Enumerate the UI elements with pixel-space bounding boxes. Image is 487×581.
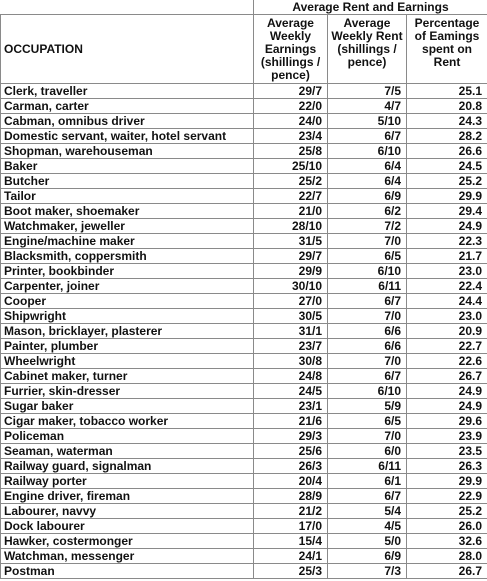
percentage-header: Percentage of Eamings spent on Rent [407,15,487,84]
occupation-cell: Shipwright [1,309,254,324]
rent-cell: 6/5 [328,414,407,429]
table-row [1,519,487,534]
table-row [1,294,487,309]
occupation-cell: Carpenter, joiner [1,279,254,294]
table-row [1,444,487,459]
percentage-cell: 23.0 [407,309,487,324]
rent-cell: 5/4 [328,504,407,519]
percentage-cell: 22.6 [407,354,487,369]
percentage-cell: 22.9 [407,489,487,504]
earnings-cell: 17/0 [254,519,328,534]
occupation-cell: Cabman, omnibus driver [1,114,254,129]
percentage-cell: 21.7 [407,249,487,264]
table-row [1,399,487,414]
earnings-cell: 25/2 [254,174,328,189]
occupation-cell: Engine/machine maker [1,234,254,249]
earnings-cell: 30/5 [254,309,328,324]
rent-cell: 6/5 [328,249,407,264]
occupation-cell: Painter, plumber [1,339,254,354]
rent-cell: 5/10 [328,114,407,129]
occupation-cell: Policeman [1,429,254,444]
earnings-cell: 23/1 [254,399,328,414]
earnings-cell: 29/9 [254,264,328,279]
table-row [1,219,487,234]
percentage-cell: 26.3 [407,459,487,474]
rent-cell: 7/0 [328,354,407,369]
occupation-cell: Wheelwright [1,354,254,369]
percentage-cell: 28.2 [407,129,487,144]
table-row [1,264,487,279]
earnings-cell: 29/7 [254,84,328,99]
percentage-cell: 25.2 [407,504,487,519]
table-row [1,129,487,144]
occupation-cell: Cooper [1,294,254,309]
rent-cell: 6/2 [328,204,407,219]
table-row [1,114,487,129]
occupation-cell: Baker [1,159,254,174]
percentage-cell: 25.1 [407,84,487,99]
table-row [1,249,487,264]
rent-cell: 6/9 [328,189,407,204]
earnings-cell: 31/1 [254,324,328,339]
occupation-cell: Furrier, skin-dresser [1,384,254,399]
earnings-cell: 23/4 [254,129,328,144]
rent-cell: 7/3 [328,564,407,579]
table-row [1,279,487,294]
percentage-cell: 24.5 [407,159,487,174]
percentage-cell: 26.7 [407,369,487,384]
earnings-header: Average Weekly Earnings (shillings / pence) [254,15,328,84]
occupation-cell: Seaman, waterman [1,444,254,459]
group-header: Average Rent and Earnings [254,0,487,15]
earnings-cell: 20/4 [254,474,328,489]
rent-cell: 6/7 [328,369,407,384]
rent-cell: 5/9 [328,399,407,414]
earnings-cell: 22/7 [254,189,328,204]
earnings-cell: 21/6 [254,414,328,429]
table-row [1,84,487,99]
rent-cell: 4/5 [328,519,407,534]
earnings-cell: 22/0 [254,99,328,114]
table-row [1,189,487,204]
percentage-cell: 22.7 [407,339,487,354]
rent-cell: 6/1 [328,474,407,489]
table-row [1,339,487,354]
table-row [1,504,487,519]
occupation-cell: Domestic servant, waiter, hotel servant [1,129,254,144]
percentage-cell: 26.6 [407,144,487,159]
occupation-cell: Cabinet maker, turner [1,369,254,384]
table-row [1,474,487,489]
table-row [1,99,487,114]
table-row [1,459,487,474]
percentage-cell: 25.2 [407,174,487,189]
occupation-cell: Blacksmith, coppersmith [1,249,254,264]
rent-cell: 6/11 [328,279,407,294]
earnings-cell: 30/8 [254,354,328,369]
table-row [1,174,487,189]
rent-cell: 6/11 [328,459,407,474]
header-corner [1,0,254,15]
earnings-cell: 25/10 [254,159,328,174]
occupation-cell: Tailor [1,189,254,204]
earnings-cell: 23/7 [254,339,328,354]
table-row [1,369,487,384]
percentage-cell: 20.9 [407,324,487,339]
percentage-cell: 24.9 [407,399,487,414]
occupation-cell: Butcher [1,174,254,189]
rent-cell: 6/10 [328,384,407,399]
earnings-cell: 21/2 [254,504,328,519]
table-row [1,234,487,249]
percentage-cell: 24.3 [407,114,487,129]
earnings-cell: 29/7 [254,249,328,264]
percentage-cell: 24.4 [407,294,487,309]
rent-cell: 6/10 [328,264,407,279]
occupation-cell: Sugar baker [1,399,254,414]
table-row [1,204,487,219]
rent-cell: 7/0 [328,309,407,324]
table-row [1,144,487,159]
earnings-cell: 24/5 [254,384,328,399]
occupation-cell: Dock labourer [1,519,254,534]
occupation-cell: Engine driver, fireman [1,489,254,504]
table-row [1,159,487,174]
occupation-cell: Boot maker, shoemaker [1,204,254,219]
earnings-cell: 24/8 [254,369,328,384]
percentage-cell: 29.4 [407,204,487,219]
earnings-cell: 28/10 [254,219,328,234]
earnings-cell: 27/0 [254,294,328,309]
percentage-cell: 26.0 [407,519,487,534]
earnings-cell: 25/8 [254,144,328,159]
percentage-cell: 28.0 [407,549,487,564]
table-row [1,384,487,399]
table-row [1,549,487,564]
rent-cell: 7/2 [328,219,407,234]
percentage-cell: 32.6 [407,534,487,549]
table-row [1,429,487,444]
earnings-cell: 28/9 [254,489,328,504]
percentage-cell: 26.7 [407,564,487,579]
percentage-cell: 22.3 [407,234,487,249]
rent-cell: 6/6 [328,339,407,354]
table-row [1,534,487,549]
earnings-cell: 24/0 [254,114,328,129]
table-body [1,84,487,579]
rent-cell: 7/5 [328,84,407,99]
table-row [1,489,487,504]
rent-cell: 5/0 [328,534,407,549]
occupation-cell: Clerk, traveller [1,84,254,99]
occupation-cell: Shopman, warehouseman [1,144,254,159]
earnings-cell: 26/3 [254,459,328,474]
percentage-cell: 23.0 [407,264,487,279]
occupation-cell: Watchman, messenger [1,549,254,564]
percentage-cell: 23.9 [407,429,487,444]
earnings-cell: 21/0 [254,204,328,219]
percentage-cell: 20.8 [407,99,487,114]
earnings-cell: 15/4 [254,534,328,549]
table-row [1,414,487,429]
table-row [1,324,487,339]
occupation-cell: Carman, carter [1,99,254,114]
rent-cell: 4/7 [328,99,407,114]
rent-cell: 7/0 [328,234,407,249]
rent-cell: 6/10 [328,144,407,159]
earnings-cell: 30/10 [254,279,328,294]
rent-cell: 6/7 [328,294,407,309]
rent-cell: 6/9 [328,549,407,564]
earnings-cell: 25/6 [254,444,328,459]
rent-cell: 6/6 [328,324,407,339]
percentage-cell: 29.9 [407,189,487,204]
rent-header: Average Weekly Rent (shillings / pence) [328,15,407,84]
rent-cell: 6/4 [328,159,407,174]
occupation-cell: Postman [1,564,254,579]
table-row [1,309,487,324]
occupation-cell: Mason, bricklayer, plasterer [1,324,254,339]
earnings-cell: 31/5 [254,234,328,249]
percentage-cell: 24.9 [407,219,487,234]
rent-cell: 6/7 [328,489,407,504]
percentage-cell: 29.6 [407,414,487,429]
rent-cell: 7/0 [328,429,407,444]
occupation-header: OCCUPATION [1,15,254,84]
earnings-cell: 29/3 [254,429,328,444]
occupation-cell: Hawker, costermonger [1,534,254,549]
table-row [1,564,487,579]
rent-cell: 6/7 [328,129,407,144]
occupation-cell: Printer, bookbinder [1,264,254,279]
table-row [1,354,487,369]
column-header-row [1,15,487,84]
occupation-cell: Railway porter [1,474,254,489]
occupation-cell: Labourer, navvy [1,504,254,519]
group-header-row [1,0,487,15]
percentage-cell: 29.9 [407,474,487,489]
earnings-cell: 25/3 [254,564,328,579]
earnings-cell: 24/1 [254,549,328,564]
percentage-cell: 22.4 [407,279,487,294]
percentage-cell: 24.9 [407,384,487,399]
occupation-cell: Watchmaker, jeweller [1,219,254,234]
rent-cell: 6/0 [328,444,407,459]
rent-cell: 6/4 [328,174,407,189]
occupation-cell: Cigar maker, tobacco worker [1,414,254,429]
occupation-cell: Railway guard, signalman [1,459,254,474]
percentage-cell: 23.5 [407,444,487,459]
